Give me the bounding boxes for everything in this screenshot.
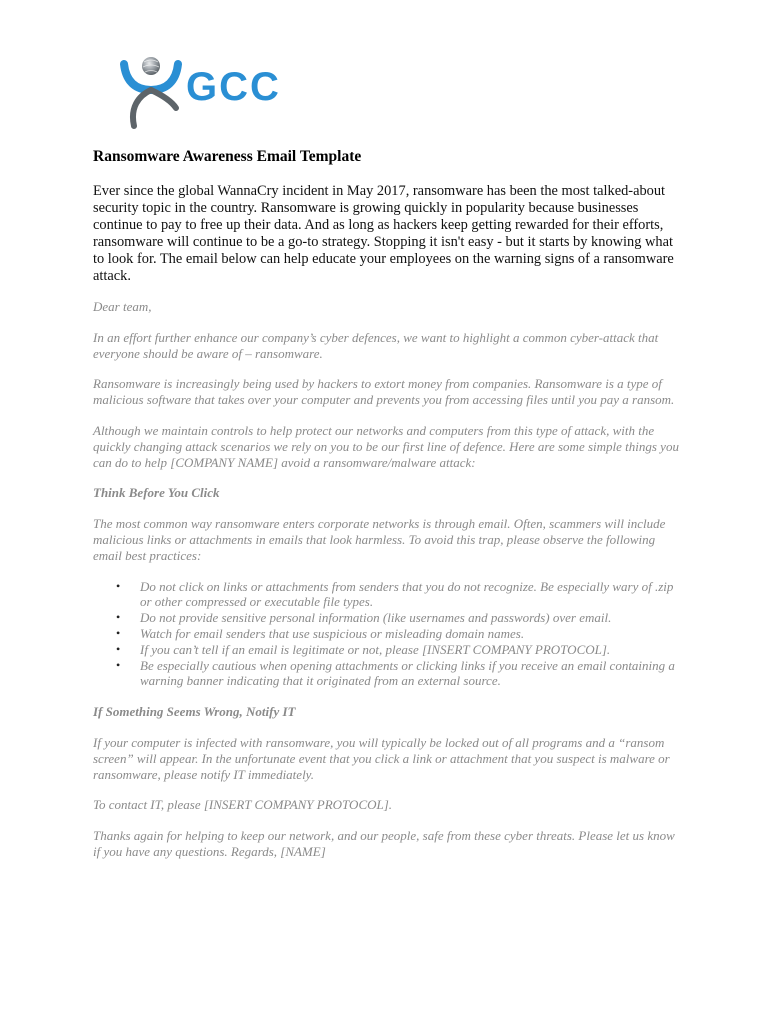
bullet-icon: • bbox=[116, 610, 121, 625]
email-paragraph-7: Thanks again for helping to keep our network, and our people, safe from these cyber threats. Please let us know if you have any questions. Regards, [NAME] bbox=[93, 828, 675, 859]
email-paragraph-5: If your computer is infected with ransomware, you will typically be locked out of all programs and a “ransom screen” will appear. In the unfortunate event that you click a link or attachment that you suspect is malware or ransomware, please notify IT immediately. bbox=[93, 734, 670, 782]
list-item-text: Do not provide sensitive personal information (like usernames and passwords) over email. bbox=[140, 610, 612, 626]
list-item-text: Watch for email senders that use suspicious or misleading domain names. bbox=[140, 625, 525, 641]
list-item-text: If you can’t tell if an email is legitimate or not, please [INSERT COMPANY PROTOCOL]. bbox=[140, 641, 611, 657]
list-item bbox=[116, 641, 683, 658]
list-item bbox=[116, 578, 683, 611]
document-content bbox=[93, 148, 683, 875]
email-paragraph-6: To contact IT, please [INSERT COMPANY PROTOCOL]. bbox=[93, 797, 393, 813]
email-paragraph-3: Although we maintain controls to help protect our networks and computers from this type of attack, with the quickly changing attack scenarios we rely on you to be our first line of defence. Here are some simple things you can do to help [COMPANY NAME] avoid a ransomware/malware attack: bbox=[93, 422, 679, 470]
list-item-text: Do not click on links or attachments from senders that you do not recognize. Be especially wary of .zip or other compressed or executable file types. bbox=[140, 578, 674, 610]
email-paragraph-2: Ransomware is increasingly being used by hackers to extort money from companies. Ransomware is a type of malicious software that takes over your computer and prevents you from accessing files until you pay a ransom. bbox=[93, 376, 675, 408]
list-item-text: Be especially cautious when opening attachments or clicking links if you receive an email containing a warning banner indicating that it originated from an external source. bbox=[140, 657, 675, 689]
email-paragraph-1: In an effort further enhance our company’s cyber defences, we want to highlight a common cyber-attack that everyone should be aware of – ransomware. bbox=[93, 329, 659, 361]
gcc-logo bbox=[118, 52, 298, 136]
email-subheading-think: Think Before You Click bbox=[93, 485, 220, 501]
bullet-icon: • bbox=[116, 657, 121, 672]
email-paragraph-4: The most common way ransomware enters corporate networks is through email. Often, scammers will include malicious links or attachments in emails that look harmless. To avoid this trap, please observe the following email best practices: bbox=[93, 516, 666, 563]
document-title: Ransomware Awareness Email Template bbox=[93, 148, 362, 165]
list-item bbox=[116, 610, 683, 626]
best-practices-list bbox=[93, 579, 683, 690]
bullet-icon: • bbox=[116, 625, 121, 640]
bullet-icon: • bbox=[116, 641, 121, 656]
list-item bbox=[116, 625, 683, 642]
list-item bbox=[116, 657, 683, 690]
bullet-icon: • bbox=[116, 578, 121, 593]
email-subheading-notify: If Something Seems Wrong, Notify IT bbox=[93, 704, 296, 720]
logo-text: GCC bbox=[186, 65, 281, 109]
intro-paragraph: Ever since the global WannaCry incident in May 2017, ransomware has been the most talked-about security topic in the country. Ransomware is growing quickly in popularity because businesses continue to pay to free up their data. And as long as hackers keep getting rewarded for their efforts, ransomware will continue to be a go-to strategy. Stopping it isn't easy - but it starts by knowing what to look for. The email below can help educate your employees on the warning signs of a ransomware attack. bbox=[93, 183, 674, 284]
email-greeting: Dear team, bbox=[93, 299, 152, 314]
figure-icon bbox=[124, 57, 178, 126]
email-template bbox=[93, 299, 683, 860]
